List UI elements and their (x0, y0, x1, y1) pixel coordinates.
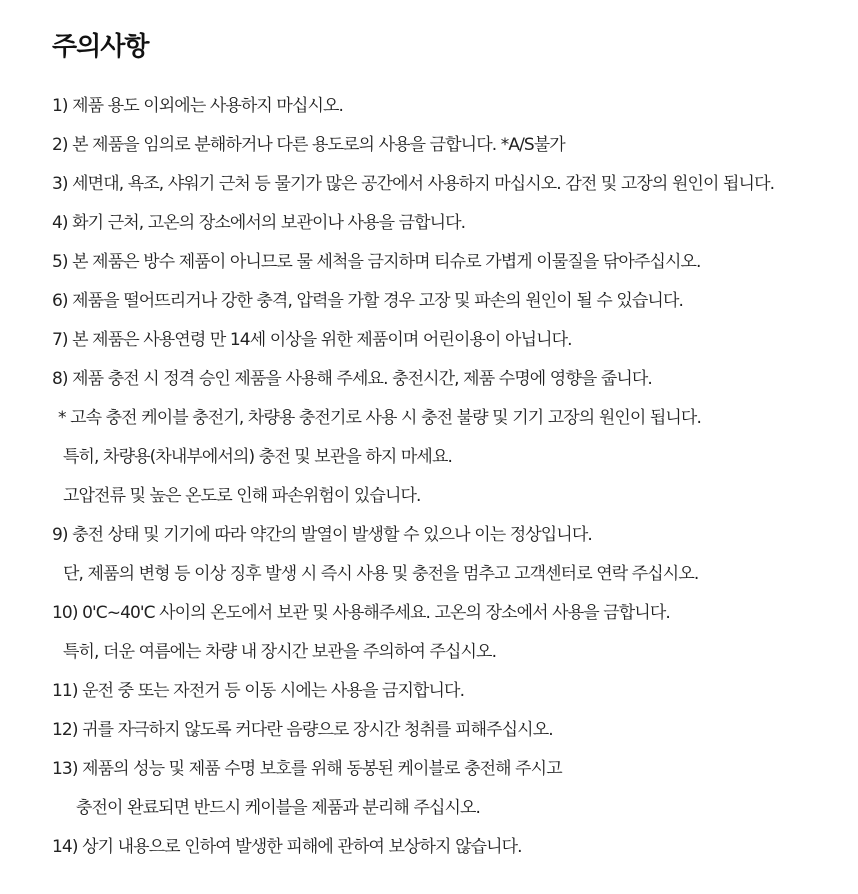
caution-item-1: 1) 제품 용도 이외에는 사용하지 마십시오. (52, 96, 344, 116)
caution-item-5: 5) 본 제품은 방수 제품이 아니므로 물 세척을 금지하며 티슈로 가볍게 이물질을 닦아주십시오. (52, 252, 701, 272)
caution-item-7: 7) 본 제품은 사용연령 만 14세 이상을 위한 제품이며 어린이용이 아닙니다. (52, 330, 572, 350)
caution-item-8-detail-1: 특히, 차량용(차내부에서의) 충전 및 보관을 하지 마세요. (63, 447, 452, 467)
caution-item-14: 14) 상기 내용으로 인하여 발생한 피해에 관하여 보상하지 않습니다. (52, 837, 522, 857)
caution-item-8-note: * 고속 충전 케이블 충전기, 차량용 충전기로 사용 시 충전 불량 및 기기 고장의 원인이 됩니다. (58, 408, 701, 428)
caution-item-2: 2) 본 제품을 임의로 분해하거나 다른 용도로의 사용을 금합니다. *A/S불가 (52, 135, 565, 155)
caution-item-10: 10) 0'C~40'C 사이의 온도에서 보관 및 사용해주세요. 고온의 장소에서 사용을 금합니다. (52, 603, 670, 623)
caution-item-3: 3) 세면대, 욕조, 샤워기 근처 등 물기가 많은 공간에서 사용하지 마십시오. 감전 및 고장의 원인이 됩니다. (52, 174, 775, 194)
caution-item-8-detail-2: 고압전류 및 높은 온도로 인해 파손위험이 있습니다. (63, 486, 421, 506)
caution-item-13: 13) 제품의 성능 및 제품 수명 보호를 위해 동봉된 케이블로 충전해 주시고 (52, 759, 562, 779)
caution-item-9-detail: 단, 제품의 변형 등 이상 징후 발생 시 즉시 사용 및 충전을 멈추고 고객센터로 연락 주십시오. (63, 564, 699, 584)
caution-item-6: 6) 제품을 떨어뜨리거나 강한 충격, 압력을 가할 경우 고장 및 파손의 원인이 될 수 있습니다. (52, 291, 683, 311)
caution-item-11: 11) 운전 중 또는 자전거 등 이동 시에는 사용을 금지합니다. (52, 681, 465, 701)
caution-list (52, 90, 852, 870)
caution-item-10-detail: 특히, 더운 여름에는 차량 내 장시간 보관을 주의하여 주십시오. (63, 642, 497, 662)
caution-item-4: 4) 화기 근처, 고온의 장소에서의 보관이나 사용을 금합니다. (52, 213, 466, 233)
caution-item-13-detail: 충전이 완료되면 반드시 케이블을 제품과 분리해 주십시오. (76, 798, 481, 818)
caution-item-12: 12) 귀를 자극하지 않도록 커다란 음량으로 장시간 청취를 피해주십시오. (52, 720, 553, 740)
page-title: 주의사항 (52, 32, 149, 62)
caution-item-8: 8) 제품 충전 시 정격 승인 제품을 사용해 주세요. 충전시간, 제품 수명에 영향을 줍니다. (52, 369, 652, 389)
caution-item-9: 9) 충전 상태 및 기기에 따라 약간의 발열이 발생할 수 있으나 이는 정상입니다. (52, 525, 592, 545)
